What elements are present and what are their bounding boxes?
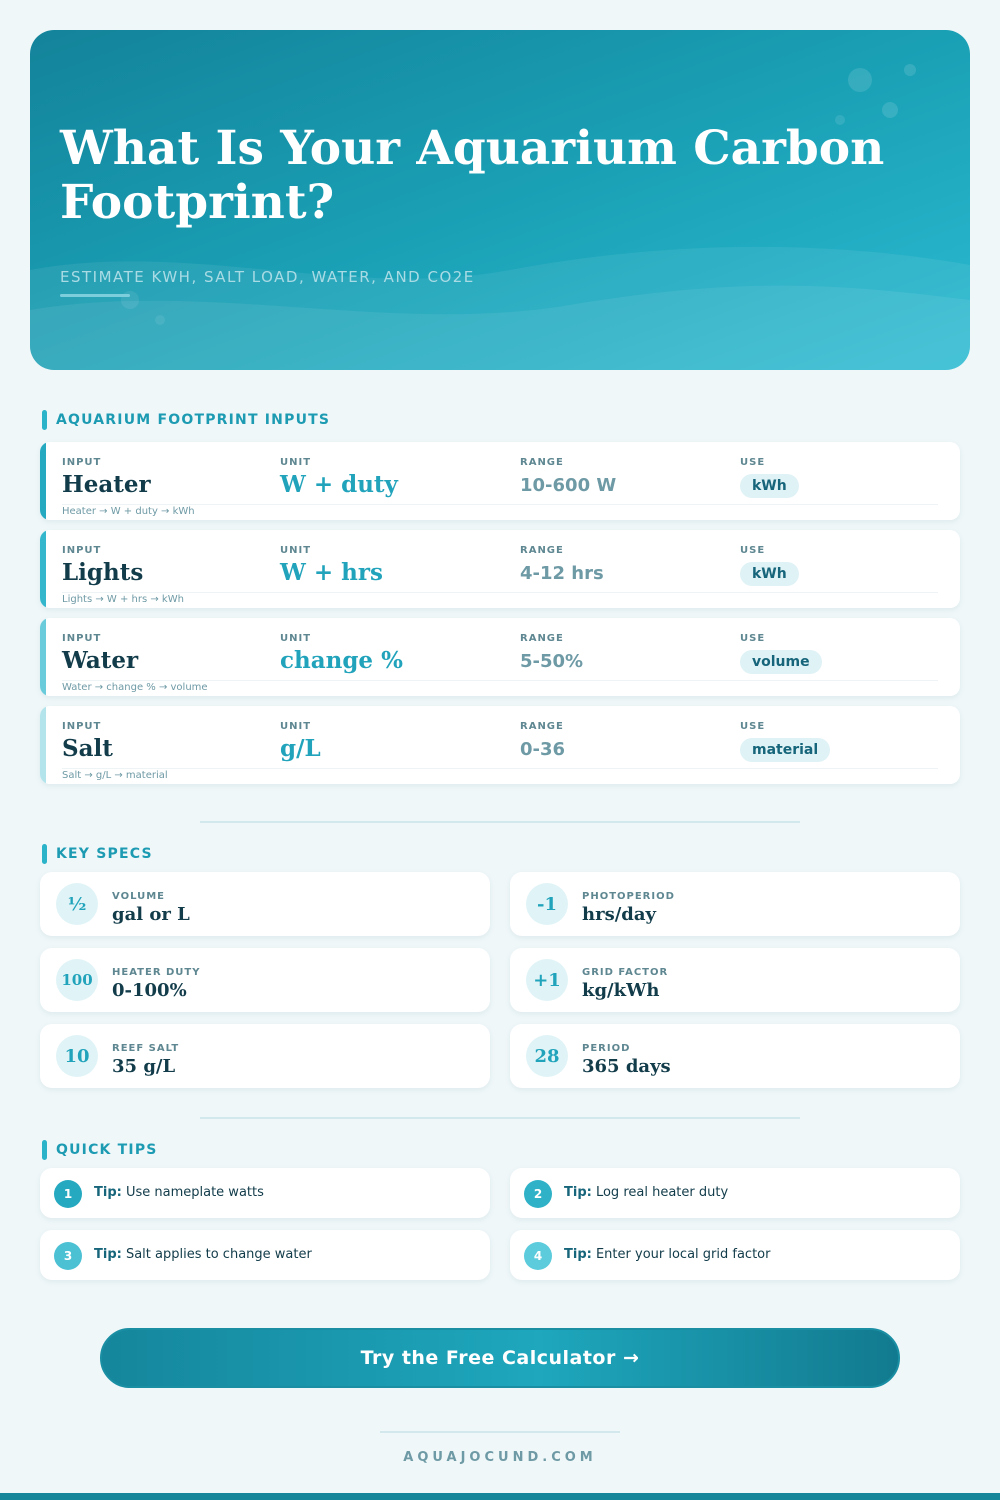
input-flow-caption: Water → change % → volume <box>62 682 208 693</box>
input-label: INPUT <box>62 545 102 556</box>
row-separator <box>62 680 938 681</box>
try-calculator-button[interactable]: Try the Free Calculator → <box>100 1328 900 1388</box>
row-accent-bar <box>40 706 46 784</box>
tip-text <box>94 1247 312 1262</box>
spec-card-grid-factor <box>510 948 960 1012</box>
tip-card-1 <box>40 1168 490 1218</box>
row-accent-bar <box>40 530 46 608</box>
tip-text <box>564 1185 728 1200</box>
spec-card-photoperiod <box>510 872 960 936</box>
input-use-badge: kWh <box>740 474 799 498</box>
input-name-column <box>62 545 143 586</box>
input-range: 10-600 W <box>520 475 617 496</box>
spec-label: HEATER DUTY <box>112 967 201 978</box>
input-use-badge-column <box>740 545 799 586</box>
section-marker <box>42 1140 47 1160</box>
input-row-salt <box>40 706 960 784</box>
unit-label: UNIT <box>280 545 312 556</box>
input-name-column <box>62 721 113 762</box>
input-unit: W + duty <box>280 471 398 498</box>
use-label: USE <box>740 457 766 468</box>
spec-badge: -1 <box>526 883 568 925</box>
input-row-water <box>40 618 960 696</box>
tip-prefix: Tip: <box>564 1185 592 1200</box>
spec-badge: ½ <box>56 883 98 925</box>
range-label: RANGE <box>520 721 564 732</box>
inputs-section-header <box>42 410 330 430</box>
tip-prefix: Tip: <box>94 1185 122 1200</box>
input-range: 5-50% <box>520 651 584 672</box>
specs-section-header <box>42 844 153 864</box>
row-separator <box>62 592 938 593</box>
spec-card-period <box>510 1024 960 1088</box>
spec-value: gal or L <box>112 904 190 925</box>
tip-body: Enter your local grid factor <box>595 1247 771 1262</box>
row-accent-bar <box>40 618 46 696</box>
tip-card-2 <box>510 1168 960 1218</box>
tip-number-badge: 3 <box>54 1242 82 1270</box>
section-marker <box>42 844 47 864</box>
input-use-badge: volume <box>740 650 822 674</box>
unit-label: UNIT <box>280 721 312 732</box>
tip-prefix: Tip: <box>94 1247 122 1262</box>
spec-badge: 100 <box>56 959 98 1001</box>
input-unit: change % <box>280 647 403 674</box>
input-use-badge-column <box>740 457 799 498</box>
input-unit: g/L <box>280 735 321 762</box>
spec-value: 35 g/L <box>112 1056 176 1077</box>
tip-text <box>564 1247 770 1262</box>
input-unit-column <box>280 545 383 586</box>
spec-value: 0-100% <box>112 980 187 1001</box>
footer-divider <box>380 1431 620 1433</box>
input-flow-caption: Salt → g/L → material <box>62 770 168 781</box>
bottom-accent-bar <box>0 1493 1000 1500</box>
input-use-badge-column <box>740 633 822 674</box>
input-name-column <box>62 457 151 498</box>
tip-card-4 <box>510 1230 960 1280</box>
spec-value: kg/kWh <box>582 980 660 1001</box>
hero-banner <box>30 30 970 370</box>
input-flow-caption: Lights → W + hrs → kWh <box>62 594 184 605</box>
input-label: INPUT <box>62 633 102 644</box>
tip-number-badge: 4 <box>524 1242 552 1270</box>
page-subtitle: ESTIMATE KWH, SALT LOAD, WATER, AND CO2E <box>60 268 475 286</box>
tip-body: Use nameplate watts <box>125 1185 264 1200</box>
spec-label: GRID FACTOR <box>582 967 669 978</box>
spec-label: VOLUME <box>112 891 165 902</box>
use-label: USE <box>740 545 766 556</box>
input-name: Lights <box>62 559 144 586</box>
spec-card-heater-duty <box>40 948 490 1012</box>
input-unit-column <box>280 457 398 498</box>
section-divider <box>200 1117 800 1119</box>
input-name: Heater <box>62 471 151 498</box>
tips-section-header <box>42 1140 158 1160</box>
input-unit-column <box>280 721 321 762</box>
row-separator <box>62 768 938 769</box>
unit-label: UNIT <box>280 457 312 468</box>
input-name: Salt <box>62 735 113 762</box>
specs-section-title: KEY SPECS <box>56 846 153 862</box>
use-label: USE <box>740 633 766 644</box>
input-range: 0-36 <box>520 739 566 760</box>
tip-text <box>94 1185 264 1200</box>
tips-section-title: QUICK TIPS <box>56 1142 158 1158</box>
input-use-badge-column <box>740 721 830 762</box>
input-row-heater <box>40 442 960 520</box>
input-name-column <box>62 633 138 674</box>
input-label: INPUT <box>62 721 102 732</box>
footer-site: AQUAJOCUND.COM <box>403 1450 597 1465</box>
input-unit-column <box>280 633 403 674</box>
input-range-column <box>520 633 583 672</box>
range-label: RANGE <box>520 457 564 468</box>
row-separator <box>62 504 938 505</box>
input-row-lights <box>40 530 960 608</box>
input-range: 4-12 hrs <box>520 563 604 584</box>
spec-label: PHOTOPERIOD <box>582 891 675 902</box>
spec-card-volume <box>40 872 490 936</box>
section-divider <box>200 821 800 823</box>
input-use-badge: kWh <box>740 562 799 586</box>
tip-body: Log real heater duty <box>595 1185 729 1200</box>
row-accent-bar <box>40 442 46 520</box>
title-underline <box>60 294 130 297</box>
tip-prefix: Tip: <box>564 1247 592 1262</box>
input-range-column <box>520 457 616 496</box>
unit-label: UNIT <box>280 633 312 644</box>
tip-body: Salt applies to change water <box>125 1247 312 1262</box>
spec-label: PERIOD <box>582 1043 631 1054</box>
spec-card-reef-salt <box>40 1024 490 1088</box>
spec-badge: 10 <box>56 1035 98 1077</box>
range-label: RANGE <box>520 545 564 556</box>
tip-card-3 <box>40 1230 490 1280</box>
input-label: INPUT <box>62 457 102 468</box>
tip-number-badge: 2 <box>524 1180 552 1208</box>
input-range-column <box>520 545 604 584</box>
input-range-column <box>520 721 565 760</box>
spec-badge: 28 <box>526 1035 568 1077</box>
tip-number-badge: 1 <box>54 1180 82 1208</box>
input-unit: W + hrs <box>280 559 383 586</box>
input-flow-caption: Heater → W + duty → kWh <box>62 506 195 517</box>
spec-value: hrs/day <box>582 904 656 925</box>
inputs-section-title: AQUARIUM FOOTPRINT INPUTS <box>56 412 331 428</box>
spec-label: REEF SALT <box>112 1043 180 1054</box>
spec-badge: +1 <box>526 959 568 1001</box>
spec-value: 365 days <box>582 1056 671 1077</box>
input-name: Water <box>62 647 139 674</box>
page-title: What Is Your Aquarium Carbon Footprint? <box>60 121 885 230</box>
input-use-badge: material <box>740 738 830 762</box>
range-label: RANGE <box>520 633 564 644</box>
use-label: USE <box>740 721 766 732</box>
section-marker <box>42 410 47 430</box>
